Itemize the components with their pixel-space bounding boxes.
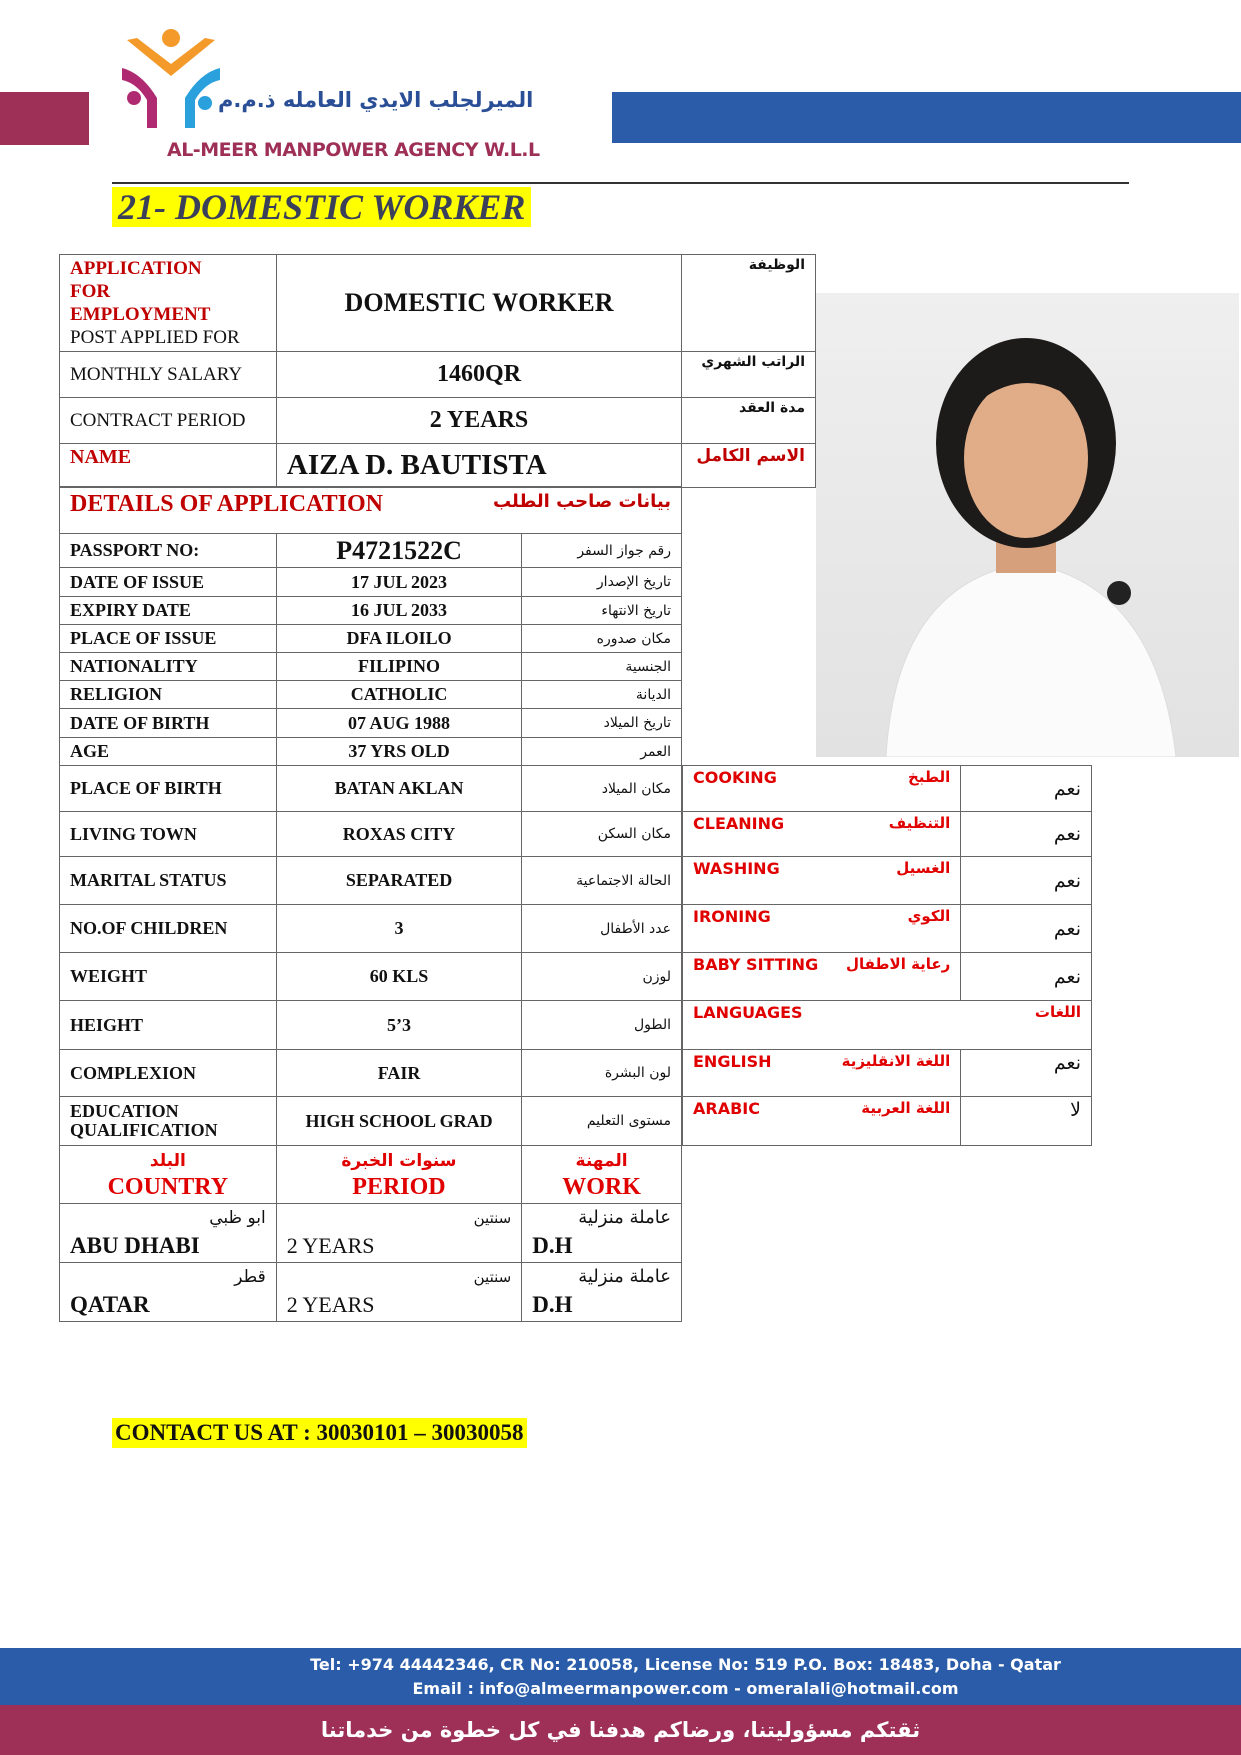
detail-label: HEIGHT (60, 1001, 277, 1050)
skill-ar: الكوي (907, 907, 951, 925)
detail-row (60, 1050, 682, 1097)
country-header-ar: البلد (149, 1151, 186, 1171)
language-ar: اللغة الانقليزية (841, 1052, 951, 1070)
salary-ar: الراتب الشهري (682, 352, 816, 398)
detail-row (60, 905, 682, 953)
detail-label: EDUCATION QUALIFICATION (60, 1097, 277, 1146)
detail-ar: العمر (522, 738, 682, 766)
detail-label: DATE OF BIRTH (60, 709, 277, 738)
skill-value: نعم (961, 857, 1092, 905)
post-ar: الوظيفة (682, 255, 816, 352)
detail-row (60, 568, 682, 597)
language-value: نعم (961, 1050, 1092, 1097)
skill-row (683, 766, 1092, 812)
languages-ar: اللغات (1034, 1003, 1081, 1021)
languages-row (683, 1001, 1092, 1050)
detail-row (60, 738, 682, 766)
detail-ar: تاريخ الانتهاء (522, 597, 682, 625)
skill-label: BABY SITTING (693, 955, 819, 974)
language-label: ENGLISH (693, 1052, 772, 1071)
contract-ar: مدة العقد (682, 398, 816, 444)
experience-row (60, 1263, 682, 1322)
detail-ar: الديانة (522, 681, 682, 709)
skill-row (683, 812, 1092, 857)
country: QATAR (70, 1292, 150, 1317)
country-ar: قطر (234, 1267, 266, 1287)
work: D.H (532, 1233, 573, 1258)
country-ar: ابو ظبي (209, 1208, 266, 1228)
detail-label: NATIONALITY (60, 653, 277, 681)
post-value: DOMESTIC WORKER (276, 255, 681, 352)
skills-table (682, 765, 1092, 1146)
skill-row (683, 953, 1092, 1001)
period-header: PERIOD (352, 1174, 446, 1200)
details-table (59, 486, 682, 1146)
detail-row (60, 625, 682, 653)
detail-ar: الحالة الاجتماعية (522, 857, 682, 905)
skill-ar: الغسيل (896, 859, 951, 877)
country: ABU DHABI (70, 1233, 200, 1258)
detail-ar: مكان الميلاد (522, 766, 682, 812)
detail-value: CATHOLIC (276, 681, 522, 709)
detail-label: DATE OF ISSUE (60, 568, 277, 597)
detail-ar: رقم جواز السفر (522, 534, 682, 568)
header-blue-bar (612, 92, 1241, 143)
skill-value: نعم (961, 766, 1092, 812)
detail-value: HIGH SCHOOL GRAD (276, 1097, 522, 1146)
detail-ar: مكان السكن (522, 812, 682, 857)
contract-value: 2 YEARS (276, 398, 681, 444)
experience-table (59, 1145, 682, 1322)
work-header: WORK (562, 1174, 641, 1200)
detail-ar: مستوى التعليم (522, 1097, 682, 1146)
period: 2 YEARS (286, 1292, 375, 1317)
detail-value: 5’3 (276, 1001, 522, 1050)
detail-label: MARITAL STATUS (60, 857, 277, 905)
post-label: POST APPLIED FOR (70, 327, 240, 348)
detail-value: FILIPINO (276, 653, 522, 681)
detail-row (60, 709, 682, 738)
detail-ar: لوزن (522, 953, 682, 1001)
period-ar: سنتين (473, 1209, 512, 1227)
detail-row (60, 953, 682, 1001)
header-maroon-block (0, 92, 89, 145)
salary-label: MONTHLY SALARY (60, 352, 277, 398)
skill-ar: رعاية الاطفال (845, 955, 951, 973)
skill-ar: التنظيف (888, 814, 951, 832)
detail-ar: الجنسية (522, 653, 682, 681)
detail-value: DFA ILOILO (276, 625, 522, 653)
detail-value: P4721522C (276, 534, 522, 568)
work-ar: عاملة منزلية (578, 1207, 671, 1228)
name-label: NAME (60, 444, 277, 488)
skill-label: COOKING (693, 768, 777, 787)
language-row (683, 1097, 1092, 1146)
detail-label: COMPLEXION (60, 1050, 277, 1097)
detail-ar: مكان صدوره (522, 625, 682, 653)
language-value: لا (961, 1097, 1092, 1146)
detail-label: PLACE OF BIRTH (60, 766, 277, 812)
detail-label: NO.OF CHILDREN (60, 905, 277, 953)
detail-label: RELIGION (60, 681, 277, 709)
languages-label: LANGUAGES (693, 1003, 803, 1022)
skill-ar: الطبخ (908, 768, 951, 786)
skill-value: نعم (961, 812, 1092, 857)
detail-label: EXPIRY DATE (60, 597, 277, 625)
post-row (60, 255, 816, 352)
applicant-name: AIZA D. BAUTISTA (276, 444, 681, 488)
detail-ar: لون البشرة (522, 1050, 682, 1097)
language-label: ARABIC (693, 1099, 760, 1118)
detail-row (60, 653, 682, 681)
work: D.H (532, 1292, 573, 1317)
details-heading: DETAILS OF APPLICATION (70, 491, 383, 517)
contract-label: CONTRACT PERIOD (60, 398, 277, 444)
footer-info (0, 1648, 1241, 1705)
period: 2 YEARS (286, 1233, 375, 1258)
detail-label: PASSPORT NO: (60, 534, 277, 568)
skill-row (683, 857, 1092, 905)
header-divider (112, 182, 1129, 184)
page-title: 21- DOMESTIC WORKER (112, 187, 531, 227)
period-header-ar: سنوات الخبرة (341, 1151, 457, 1171)
detail-label: WEIGHT (60, 953, 277, 1001)
language-ar: اللغة العربية (861, 1099, 951, 1117)
detail-label: LIVING TOWN (60, 812, 277, 857)
person-photo-icon (816, 293, 1239, 757)
detail-row (60, 1097, 682, 1146)
detail-label: AGE (60, 738, 277, 766)
application-top-table (59, 254, 816, 488)
detail-value: 07 AUG 1988 (276, 709, 522, 738)
detail-value: 16 JUL 2033 (276, 597, 522, 625)
detail-value: FAIR (276, 1050, 522, 1097)
detail-row (60, 597, 682, 625)
detail-row (60, 812, 682, 857)
logo-english-text: AL-MEER MANPOWER AGENCY W.L.L (167, 139, 540, 161)
salary-value: 1460QR (276, 352, 681, 398)
detail-value: 60 KLS (276, 953, 522, 1001)
skill-label: CLEANING (693, 814, 785, 833)
detail-label: PLACE OF ISSUE (60, 625, 277, 653)
detail-value: 37 YRS OLD (276, 738, 522, 766)
skill-label: WASHING (693, 859, 780, 878)
applicant-photo (816, 293, 1239, 757)
country-header: COUNTRY (107, 1174, 229, 1200)
name-ar: الاسم الكامل (682, 444, 816, 488)
detail-row (60, 1001, 682, 1050)
skill-value: نعم (961, 905, 1092, 953)
details-heading-ar: بيانات صاحب الطلب (492, 491, 671, 512)
detail-value: 17 JUL 2023 (276, 568, 522, 597)
detail-value: ROXAS CITY (276, 812, 522, 857)
logo-arabic-text: الميرلجلب الايدي العامله ذ.م.م (218, 88, 534, 112)
skill-value: نعم (961, 953, 1092, 1001)
language-row (683, 1050, 1092, 1097)
detail-ar: عدد الأطفال (522, 905, 682, 953)
detail-value: SEPARATED (276, 857, 522, 905)
application-label: APPLICATION FOR EMPLOYMENT (70, 258, 211, 325)
detail-ar: تاريخ الميلاد (522, 709, 682, 738)
experience-row (60, 1204, 682, 1263)
footer-email: Email : info@almeermanpower.com - omeralali@hotmail.com (412, 1679, 959, 1698)
experience-header-row (60, 1146, 682, 1204)
work-header-ar: المهنة (575, 1151, 628, 1171)
detail-ar: تاريخ الإصدار (522, 568, 682, 597)
skill-label: IRONING (693, 907, 771, 926)
contact-line: CONTACT US AT : 30030101 – 30030058 (112, 1418, 527, 1448)
work-ar: عاملة منزلية (578, 1266, 671, 1287)
skill-row (683, 905, 1092, 953)
detail-row (60, 534, 682, 568)
footer-line-1: Tel: +974 44442346, CR No: 210058, License No: 519 P.O. Box: 18483, Doha - Qatar (310, 1655, 1061, 1674)
footer-slogan: ثقتكم مسؤوليتنا، ورضاكم هدفنا في كل خطوة من خدماتنا (0, 1705, 1241, 1755)
detail-value: BATAN AKLAN (276, 766, 522, 812)
period-ar: سنتين (473, 1268, 512, 1286)
detail-row (60, 681, 682, 709)
detail-row (60, 766, 682, 812)
detail-ar: الطول (522, 1001, 682, 1050)
detail-value: 3 (276, 905, 522, 953)
detail-row (60, 857, 682, 905)
